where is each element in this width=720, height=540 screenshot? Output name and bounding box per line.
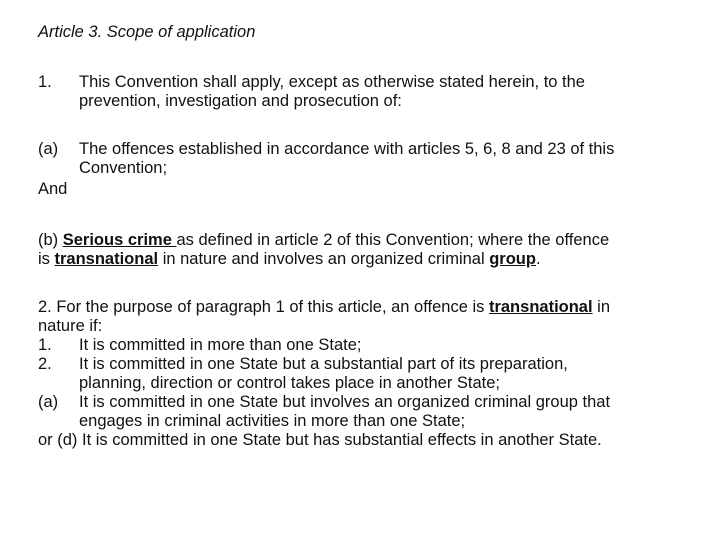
item-b-line-1 (38, 231, 688, 250)
term-group: group (489, 250, 536, 268)
paragraph-1 (38, 73, 688, 111)
list-item (38, 336, 688, 355)
list-item-text: It is committed in one State but involves an organized criminal group that (79, 393, 611, 411)
paragraph-1-line-1: This Convention shall apply, except as otherwise stated herein, to the (79, 73, 585, 91)
paragraph-2-intro-line-1 (38, 298, 688, 317)
term-transnational-2: transnational (488, 298, 593, 316)
item-b-prefix: (b) (38, 231, 63, 249)
item-a-number: (a) (38, 140, 59, 158)
paragraph-2-intro-pre: 2. For the purpose of paragraph 1 of this article, an offence is (38, 298, 489, 316)
paragraph-2-intro-post: in (592, 298, 611, 316)
list-item-continuation: planning, direction or control takes place in another State; (79, 374, 501, 392)
paragraph-1-line-2: prevention, investigation and prosecution of: (79, 92, 402, 110)
list-item (38, 355, 688, 374)
item-b-text-2-end: . (535, 250, 541, 268)
list-item-continuation: engages in criminal activities in more than one State; (79, 412, 466, 430)
item-b (38, 231, 688, 269)
list-item (38, 393, 688, 412)
paragraph-2 (38, 298, 688, 450)
and-connector: And (38, 180, 68, 198)
item-a (38, 140, 688, 178)
term-serious-crime: Serious crime (62, 231, 177, 249)
list-item-number: 2. (38, 355, 52, 373)
article-title: Article 3. Scope of application (38, 23, 256, 41)
item-a-line-2: Convention; (79, 159, 168, 177)
item-b-text-2-pre: is (38, 250, 55, 268)
list-item-number: (a) (38, 393, 59, 411)
list-item-text: It is committed in more than one State; (79, 336, 362, 354)
list-item-number: 1. (38, 336, 52, 354)
item-b-line-2 (38, 250, 688, 269)
list-item-text: It is committed in one State but a substantial part of its preparation, (79, 355, 568, 373)
paragraph-1-number: 1. (38, 73, 52, 91)
item-b-text-1: as defined in article 2 of this Convention; where the offence (176, 231, 610, 249)
paragraph-1-text (79, 73, 688, 111)
item-b-text-2-mid: in nature and involves an organized criminal (158, 250, 490, 268)
document-page (38, 0, 688, 540)
item-a-line-1: The offences established in accordance with articles 5, 6, 8 and 23 of this (79, 140, 615, 158)
paragraph-2-intro-line-2: nature if: (38, 317, 103, 335)
list-item-last: or (d) It is committed in one State but has substantial effects in another State. (38, 431, 602, 449)
term-transnational: transnational (54, 250, 159, 268)
item-a-text (79, 140, 688, 178)
